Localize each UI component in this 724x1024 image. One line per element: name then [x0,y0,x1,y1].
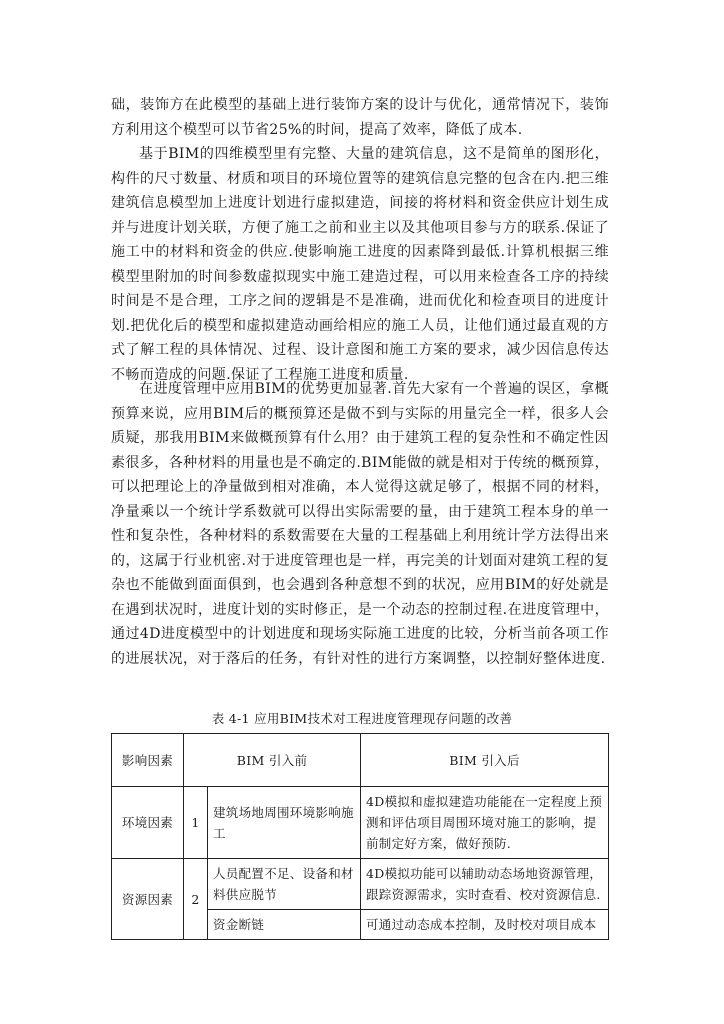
after-cell: 可通过动态成本控制，及时校对项目成本 [361,910,609,940]
table-caption: 表 4-1 应用BIM技术对工程进度管理现存问题的改善 [211,711,513,726]
table-header-row [112,734,609,787]
before-cell: 建筑场地周围环境影响施工 [208,787,361,859]
table-row [112,787,609,859]
improvement-table [111,733,609,940]
row-number: 1 [184,787,208,859]
before-cell: 人员配置不足、设备和材料供应脱节 [208,859,361,910]
factor-cell: 环境因素 [112,787,184,859]
body-paragraph: 基于BIM的四维模型里有完整、大量的建筑信息，这不是简单的图形化，构件的尺寸数量、材质和项目的环境位置等的建筑信息完整的包含在内.把三维建筑信息模型加上进度计划进行虚拟建造，间接的将材料和资金供应计划生成并与进度计划关联，方便了施工之前和业主以及其他项目参与方的联系.保证了施工中的材料和资金的供应.使影响施工进度的因素降到最低.计算机根据三维模型里附加的时间参数虚拟现实中施工建造过程，可以用来检查各工序的持续时间是不是合理，工序之间的逻辑是不是准确，进而优化和检查项目的进度计划.把优化后的模型和虚拟建造动画给相应的施工人员，让他们通过最直观的方式了解工程的具体情况、过程、设计意图和施工方案的要求，减少因信息传达不畅而造成的问题.保证了工程施工进度和质量. [111,146,609,383]
header-factor: 影响因素 [112,734,184,787]
body-paragraph: 在进度管理中应用BIM的优势更加显著.首先大家有一个普遍的误区，拿概预算来说，应用BIM后的概预算还是做不到与实际的用量完全一样，很多人会质疑，那我用BIM来做概预算有什么用？由于建筑工程的复杂性和不确定性因素很多，各种材料的用量也是不确定的.BIM能做的就是相对于传统的概预算，可以把理论上的净量做到相对准确，本人觉得这就足够了，根据不同的材料，净量乘以一个统计学系数就可以得出实际需要的量，由于建筑工程本身的单一性和复杂性，各种材料的系数需要在大量的工程基础上利用统计学方法得出来的，这属于行业机密.对于进度管理也是一样，再完美的计划面对建筑工程的复杂也不能做到面面俱到，也会遇到各种意想不到的状况，应用BIM的好处就是在遇到状况时，进度计划的实时修正，是一个动态的控制过程.在进度管理中，通过4D进度模型中的计划进度和现场实际施工进度的比较，分析当前各项工作的进展状况，对于落后的任务，有针对性的进行方案调整，以控制好整体进度. [111,381,609,667]
header-after: BIM 引入后 [361,734,609,787]
before-cell: 资金断链 [208,910,361,940]
after-cell: 4D模拟功能可以辅助动态场地资源管理，跟踪资源需求，实时查看、校对资源信息. [361,859,609,910]
row-number: 2 [184,859,208,940]
body-paragraph: 础，装饰方在此模型的基础上进行装饰方案的设计与优化，通常情况下，装饰方利用这个模型可以节省25%的时间，提高了效率，降低了成本. [111,97,609,138]
table-row [112,859,609,910]
factor-cell: 资源因素 [112,859,184,940]
after-cell: 4D模拟和虚拟建造功能能在一定程度上预测和评估项目周围环境对施工的影响，提前制定好方案，做好预防. [361,787,609,859]
header-before: BIM 引入前 [184,734,361,787]
